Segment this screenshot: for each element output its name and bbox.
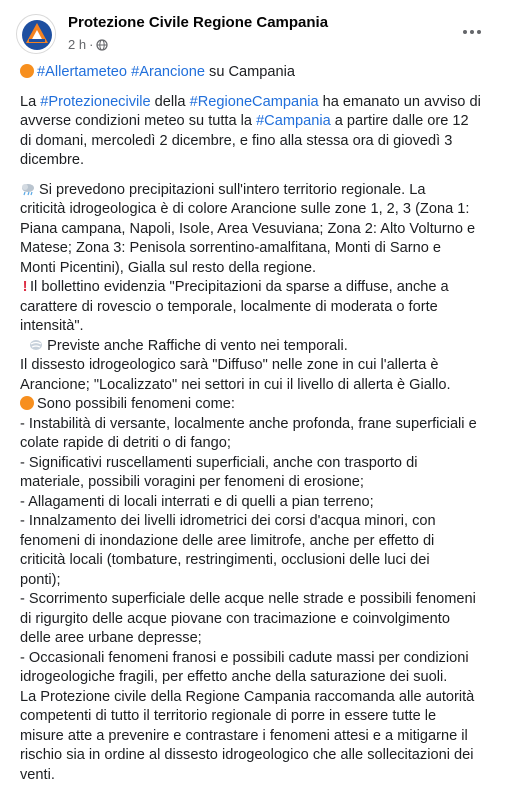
intro-text: della bbox=[151, 94, 190, 110]
hashtag-regionecampania[interactable]: #RegioneCampania bbox=[190, 94, 319, 110]
detail-line: misure atte a prevenire e contrastare i fenomeni attesi e a mitigarne il bbox=[20, 727, 492, 747]
detail-line: criticità locali (tombature, restringimenti, occlusioni delle luci dei bbox=[20, 551, 492, 571]
detail-line bbox=[20, 181, 492, 201]
hashtag-protezionecivile[interactable]: #Protezionecivile bbox=[40, 94, 150, 110]
detail-text: Si prevedono precipitazioni sull'intero territorio regionale. La bbox=[39, 182, 426, 198]
detail-line: colate rapide di detriti o di fango; bbox=[20, 434, 492, 454]
intro-text: La bbox=[20, 94, 40, 110]
detail-line: Monti Picentini), Gialla sul resto della regione. bbox=[20, 259, 492, 279]
post-body bbox=[20, 63, 492, 785]
detail-line: - Significativi ruscellamenti superficiali, anche con trasporto di bbox=[20, 454, 492, 474]
detail-line: La Protezione civile della Regione Campania raccomanda alle autorità bbox=[20, 688, 492, 708]
detail-text: Il bollettino evidenzia "Precipitazioni da sparse a diffuse, anche a bbox=[30, 279, 449, 295]
post-meta bbox=[68, 37, 108, 52]
detail-line: carattere di rovescio o temporale, localmente di moderata o forte bbox=[20, 298, 492, 318]
detail-line: - Allagamenti di locali interrati e di quelli a pian terreno; bbox=[20, 493, 492, 513]
avatar[interactable] bbox=[16, 14, 56, 54]
post-headline bbox=[20, 63, 492, 83]
post-time[interactable]: 2 h bbox=[68, 37, 86, 52]
hashtag-arancione[interactable]: #Arancione bbox=[131, 64, 205, 80]
detail-line bbox=[20, 395, 492, 415]
headline-text: su Campania bbox=[209, 64, 295, 80]
intro-line bbox=[20, 93, 492, 113]
detail-line: idrogeologiche fragili, per effetto anche della saturazione dei suoli. bbox=[20, 668, 492, 688]
detail-line: Il dissesto idrogeologico sarà "Diffuso" nelle zone in cui l'allerta è bbox=[20, 356, 492, 376]
intro-text: avverse condizioni meteo su tutta la bbox=[20, 113, 256, 129]
intro-line: dicembre. bbox=[20, 151, 492, 171]
detail-line: rischio sia in ordine al dissesto idrogeologico che alle sollecitazioni dei bbox=[20, 746, 492, 766]
detail-line: Piana campana, Napoli, Isole, Area Vesuviana; Zona 2: Alto Volturno e bbox=[20, 220, 492, 240]
wind-face-emoji-icon bbox=[28, 338, 44, 352]
intro-text: ha emanato un avviso di bbox=[319, 94, 481, 110]
orange-circle-emoji-icon bbox=[20, 396, 34, 410]
detail-line: competenti di tutto il territorio regionale di porre in essere tutte le bbox=[20, 707, 492, 727]
detail-line: - Innalzamento dei livelli idrometrici dei corsi d'acqua minori, con bbox=[20, 512, 492, 532]
detail-line: venti. bbox=[20, 766, 492, 785]
page-name[interactable]: Protezione Civile Regione Campania bbox=[68, 14, 328, 31]
intro-text: a partire dalle ore 12 bbox=[331, 113, 469, 129]
post-details bbox=[20, 181, 492, 785]
detail-text: Previste anche Raffiche di vento nei temporali. bbox=[47, 338, 348, 354]
intro-line: di domani, mercoledì 2 dicembre, e fino alla stessa ora di giovedì 3 bbox=[20, 132, 492, 152]
detail-line bbox=[20, 337, 492, 357]
detail-line: delle aree urbane depresse; bbox=[20, 629, 492, 649]
post-intro bbox=[20, 93, 492, 171]
civil-protection-logo-icon bbox=[17, 15, 56, 54]
intro-line bbox=[20, 112, 492, 132]
meta-separator: · bbox=[89, 37, 93, 52]
more-options-dot bbox=[477, 30, 481, 34]
more-options-icon bbox=[463, 30, 467, 34]
detail-text: Sono possibili fenomeni come: bbox=[37, 396, 235, 412]
detail-line: fenomeni di inondazione delle aree limitrofe, anche per effetto di bbox=[20, 532, 492, 552]
orange-circle-emoji-icon bbox=[20, 64, 34, 78]
detail-line: criticità idrogeologica è di colore Arancione sulle zone 1, 2, 3 (Zona 1: bbox=[20, 200, 492, 220]
detail-line: - Occasionali fenomeni franosi e possibili cadute massi per condizioni bbox=[20, 649, 492, 669]
detail-line: Matese; Zona 3: Penisola sorrentino-amalfitana, Monti di Sarno e bbox=[20, 239, 492, 259]
cloud-rain-emoji-icon bbox=[20, 182, 36, 196]
more-options-button[interactable] bbox=[458, 22, 486, 42]
headline-line bbox=[20, 63, 492, 83]
detail-line: materiale, possibili voragini per fenomeni di erosione; bbox=[20, 473, 492, 493]
detail-line bbox=[20, 278, 492, 298]
detail-line: intensità". bbox=[20, 317, 492, 337]
post-header bbox=[0, 0, 508, 60]
globe-icon bbox=[96, 39, 108, 51]
detail-line: - Instabilità di versante, localmente anche profonda, frane superficiali e bbox=[20, 415, 492, 435]
hashtag-allertameteo[interactable]: #Allertameteo bbox=[37, 64, 127, 80]
detail-line: Arancione; "Localizzato" nei settori in cui il livello di allerta è Giallo. bbox=[20, 376, 492, 396]
more-options-dot bbox=[470, 30, 474, 34]
hashtag-campania[interactable]: #Campania bbox=[256, 113, 331, 129]
detail-line: di rigurgito delle acque piovane con tracimazione e coinvolgimento bbox=[20, 610, 492, 630]
detail-line: ponti); bbox=[20, 571, 492, 591]
detail-line: - Scorrimento superficiale delle acque nelle strade e possibili fenomeni bbox=[20, 590, 492, 610]
red-exclamation-emoji-icon: ! bbox=[20, 278, 30, 298]
